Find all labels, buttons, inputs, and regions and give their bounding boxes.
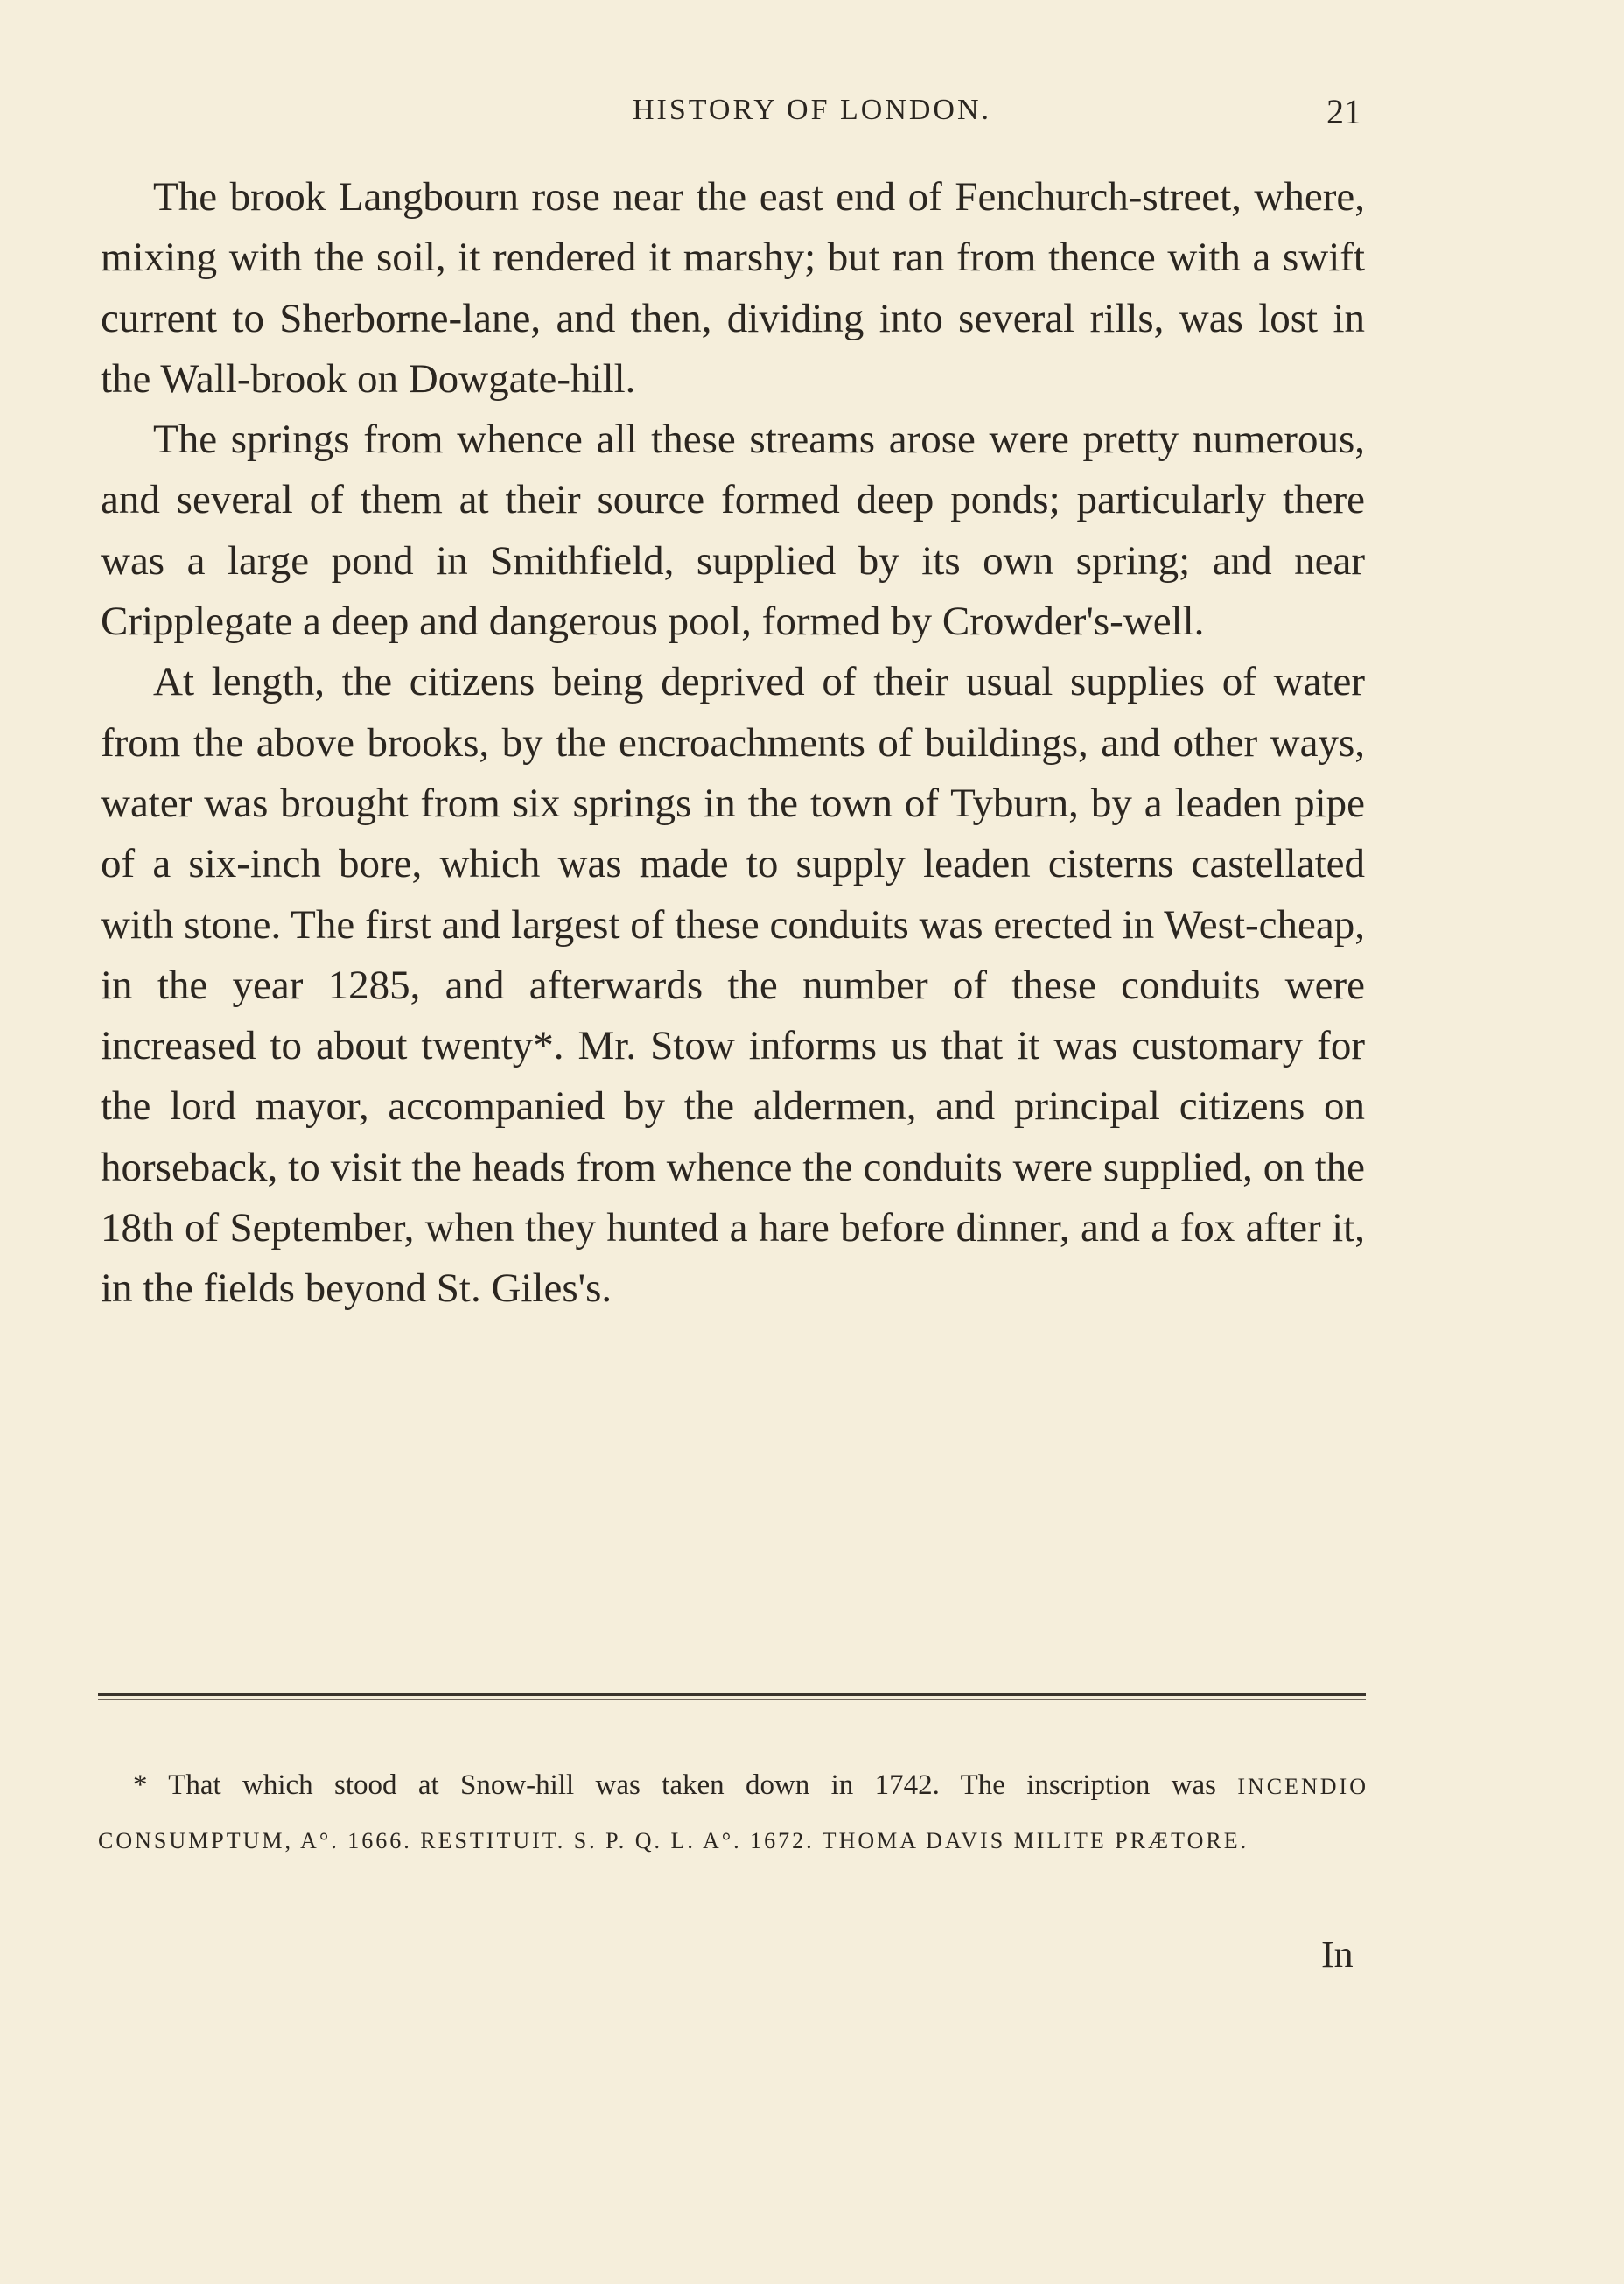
paragraph-conduits: At length, the citizens being deprived of their usual supplies of water from the above brooks, by the encroachments of buildings, and other ways, water was brought from six springs in the town of Tyburn, by a leaden pipe of a six-inch bore, which was made to supply leaden cisterns castellated with stone. The first and largest of these conduits was erected in West-cheap, in the year 1285, and afterwards the number of these conduits were increased to about twenty*. Mr. Stow informs us that it was customary for the lord mayor, accompanied by the aldermen, and principal citizens on horseback, to visit the heads from whence the conduits were supplied, on the 18th of September, when they hunted a hare before dinner, and a fox after it, in the fields beyond St. Giles's. — [101, 659, 1365, 1312]
paragraph-langbourn: The brook Langbourn rose near the east end of Fenchurch-street, where, mixing with the soil, it rendered it marshy; but ran from thence with a swift current to Sherborne-lane, and then, dividing into several rills, was lost in the Wall-brook on Dowgate-hill. — [101, 174, 1365, 402]
catchword: In — [1321, 1933, 1354, 1976]
footnote — [98, 1759, 1368, 1867]
footnote-inscription: INCENDIO CONSUMPTUM, A°. 1666. RESTITUIT. S. P. Q. L. A°. 1672. THOMA DAVIS MILITE PRÆTORE. — [98, 1774, 1368, 1853]
footnote-rule-thin — [98, 1699, 1366, 1700]
paragraph-springs: The springs from whence all these streams arose were pretty numerous, and several of them at their source formed deep ponds; particularly there was a large pond in Smithfield, supplied by its own spring; and near Cripplegate a deep and dangerous pool, formed by Crowder's-well. — [101, 417, 1365, 645]
footnote-text: * That which stood at Snow-hill was taken down in 1742. The inscription was — [133, 1769, 1238, 1801]
running-head: HISTORY OF LONDON. — [632, 94, 992, 126]
footnote-rule — [98, 1693, 1366, 1696]
page-number: 21 — [1326, 92, 1362, 131]
body-text — [101, 167, 1365, 1320]
